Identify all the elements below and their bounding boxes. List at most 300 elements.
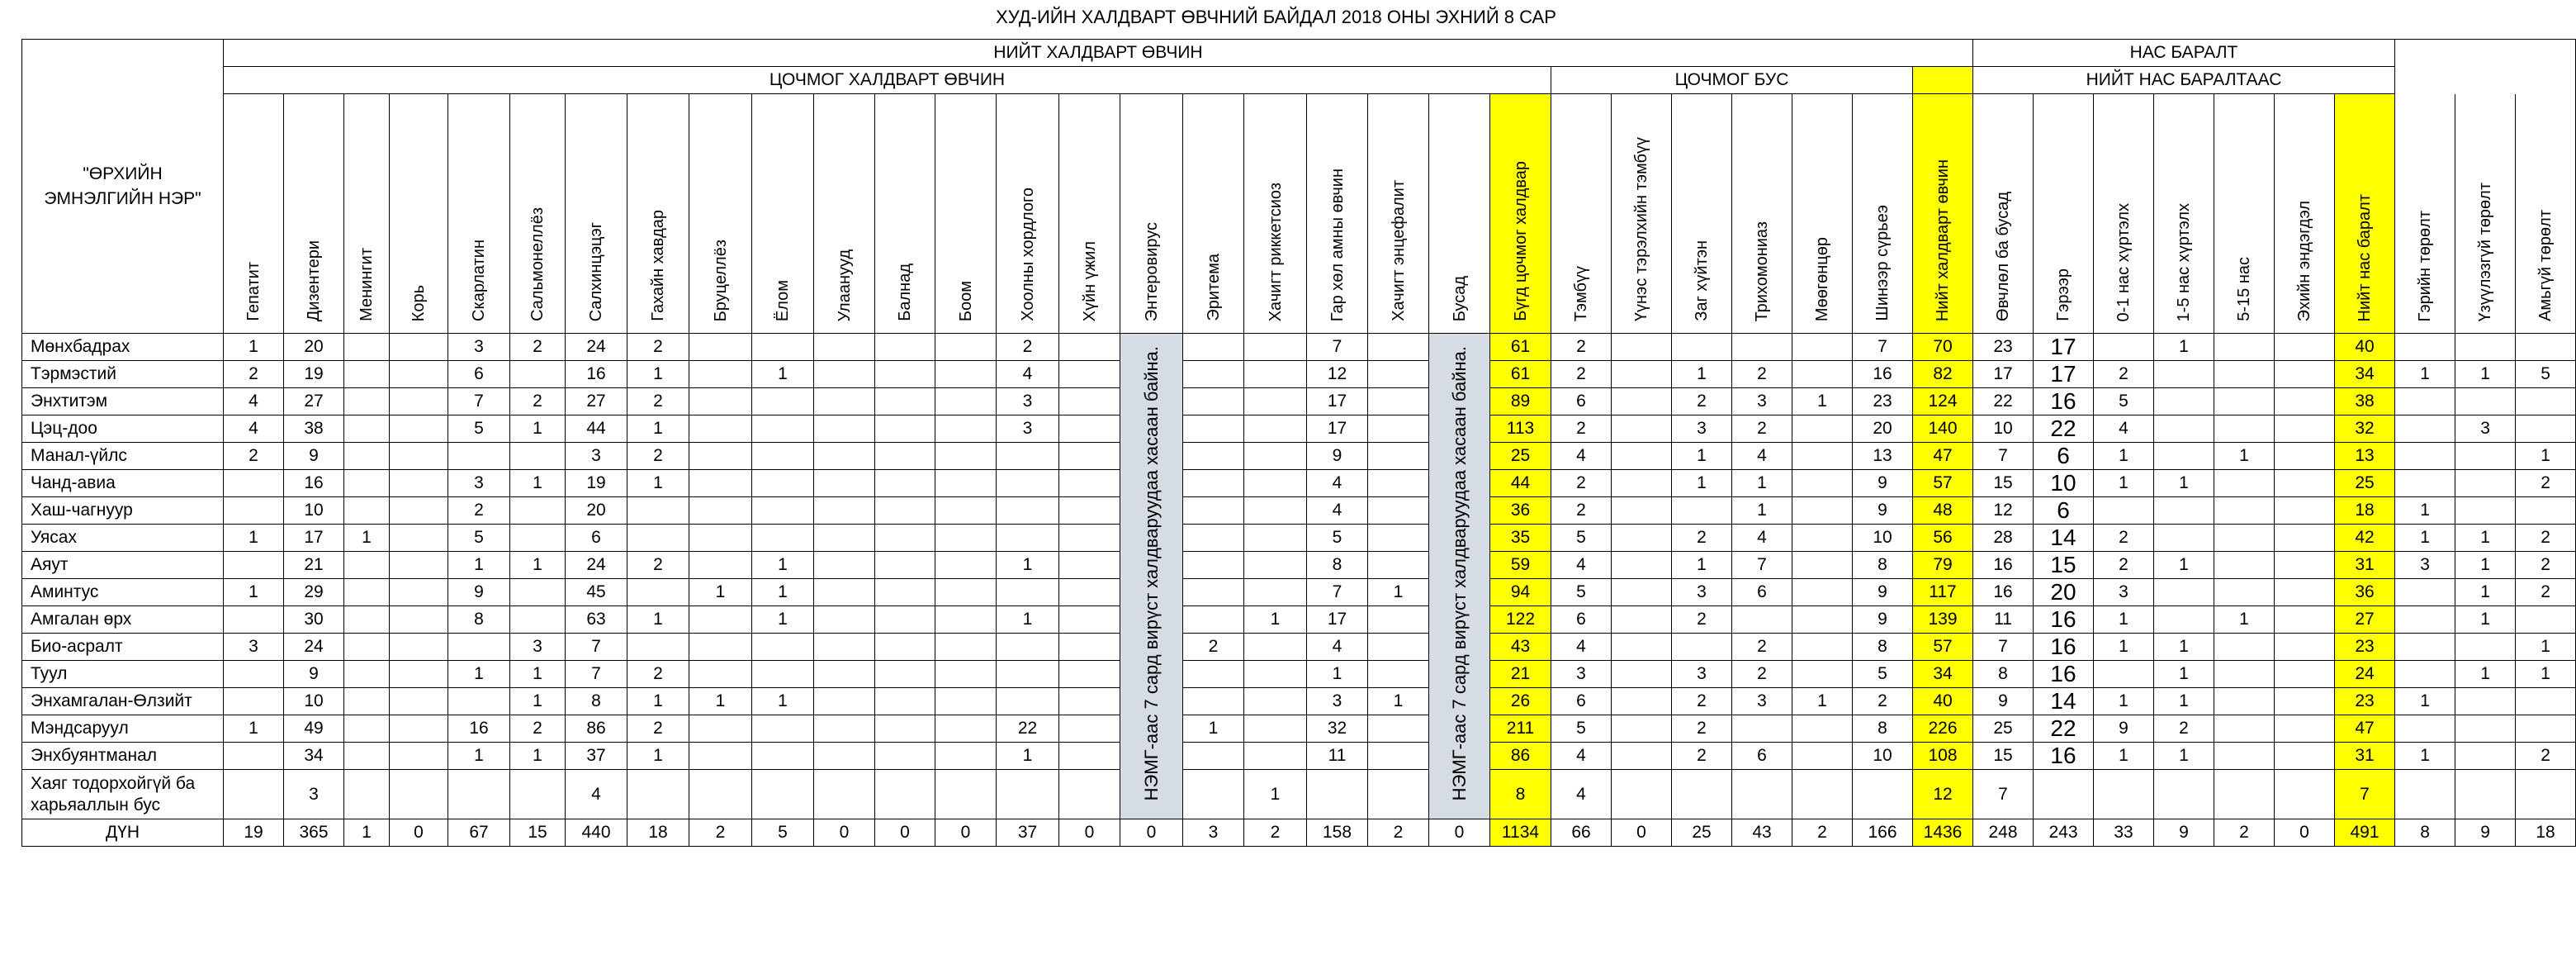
other-note-cell xyxy=(1429,334,1490,819)
data-cell: 1 xyxy=(2154,743,2214,770)
data-cell xyxy=(1368,743,1429,770)
data-cell xyxy=(2455,388,2516,416)
org-name-cell: Уясах xyxy=(22,525,224,552)
data-cell xyxy=(1183,770,1244,819)
data-cell: 1 xyxy=(2516,634,2576,661)
data-cell: 1 xyxy=(2455,579,2516,606)
column-header-label: Улаанууд xyxy=(835,249,854,321)
data-cell: 2 xyxy=(2516,552,2576,579)
org-name-cell: Манал-үйлс xyxy=(22,443,224,470)
data-cell: 7 xyxy=(1307,334,1368,361)
data-cell xyxy=(2275,361,2335,388)
column-header-label: Гэрийн төрөлт xyxy=(2416,210,2435,321)
data-cell: 24 xyxy=(284,634,344,661)
data-cell: 5 xyxy=(2094,388,2154,416)
data-cell: 10 xyxy=(2034,470,2094,497)
data-cell xyxy=(344,661,390,688)
data-cell xyxy=(2214,770,2275,819)
data-cell xyxy=(689,743,752,770)
data-cell xyxy=(2455,770,2516,819)
data-cell: 24 xyxy=(2335,661,2395,688)
data-cell xyxy=(2094,334,2154,361)
data-cell xyxy=(448,443,510,470)
data-cell xyxy=(814,334,875,361)
column-header xyxy=(752,94,814,334)
data-cell xyxy=(1368,497,1429,525)
data-cell: 9 xyxy=(284,661,344,688)
data-cell: 6 xyxy=(2034,443,2094,470)
total-cell: 0 xyxy=(1429,819,1490,847)
data-cell: 23 xyxy=(1973,334,2034,361)
column-header xyxy=(1612,94,1672,334)
data-cell xyxy=(2275,334,2335,361)
data-cell xyxy=(1612,525,1672,552)
data-cell xyxy=(752,770,814,819)
data-cell xyxy=(752,470,814,497)
data-cell xyxy=(390,416,448,443)
table-row xyxy=(22,470,2576,497)
data-cell xyxy=(814,416,875,443)
data-cell xyxy=(390,497,448,525)
data-cell xyxy=(627,525,689,552)
data-cell xyxy=(1183,470,1244,497)
data-cell: 1 xyxy=(2214,443,2275,470)
data-cell xyxy=(875,334,935,361)
data-cell: 3 xyxy=(448,470,510,497)
total-cell: 1 xyxy=(344,819,390,847)
data-cell xyxy=(1612,743,1672,770)
data-cell xyxy=(344,770,390,819)
column-header xyxy=(284,94,344,334)
column-header-label: Хачигт риккетсиоз xyxy=(1266,182,1285,321)
data-cell xyxy=(1672,770,1732,819)
table-row xyxy=(22,334,2576,361)
column-header-label: Гэрээр xyxy=(2054,268,2072,321)
org-header-line1: "ӨРХИЙН xyxy=(83,164,163,183)
data-cell: 1 xyxy=(2455,525,2516,552)
data-cell xyxy=(814,497,875,525)
data-cell: 2 xyxy=(1672,688,1732,715)
org-name-cell: Туул xyxy=(22,661,224,688)
data-cell xyxy=(1183,579,1244,606)
data-cell: 4 xyxy=(1307,470,1368,497)
data-cell xyxy=(689,497,752,525)
data-cell xyxy=(875,770,935,819)
column-header xyxy=(627,94,689,334)
data-cell xyxy=(2154,770,2214,819)
data-cell xyxy=(1059,661,1120,688)
data-cell: 2 xyxy=(1853,688,1913,715)
data-cell xyxy=(997,443,1059,470)
data-cell xyxy=(448,688,510,715)
data-cell xyxy=(2455,634,2516,661)
data-cell: 44 xyxy=(1490,470,1551,497)
data-cell: 35 xyxy=(1490,525,1551,552)
data-cell xyxy=(344,334,390,361)
data-cell: 2 xyxy=(2154,715,2214,743)
data-cell xyxy=(1672,334,1732,361)
data-cell xyxy=(1244,552,1307,579)
data-cell: 2 xyxy=(1672,525,1732,552)
data-cell: 2 xyxy=(1732,634,1792,661)
total-cell: 0 xyxy=(935,819,997,847)
data-cell: 140 xyxy=(1913,416,1973,443)
data-cell: 10 xyxy=(284,497,344,525)
org-header-line2: ЭМНЭЛГИЙН НЭР" xyxy=(44,188,201,208)
data-cell: 1 xyxy=(689,688,752,715)
data-cell xyxy=(1183,743,1244,770)
data-cell: 20 xyxy=(2034,579,2094,606)
data-cell: 10 xyxy=(284,688,344,715)
total-cell: 0 xyxy=(1612,819,1672,847)
data-cell: 7 xyxy=(1973,634,2034,661)
data-cell: 1 xyxy=(627,688,689,715)
data-cell xyxy=(2455,715,2516,743)
data-cell: 2 xyxy=(2516,470,2576,497)
column-header xyxy=(1368,94,1429,334)
data-cell xyxy=(814,388,875,416)
data-cell: 3 xyxy=(2395,552,2455,579)
data-cell: 1 xyxy=(2455,552,2516,579)
data-cell: 48 xyxy=(1913,497,1973,525)
data-cell: 3 xyxy=(284,770,344,819)
org-name-cell: Энхбуянтманал xyxy=(22,743,224,770)
data-cell: 1 xyxy=(627,606,689,634)
data-cell: 16 xyxy=(448,715,510,743)
data-cell: 2 xyxy=(1672,606,1732,634)
data-cell: 1 xyxy=(627,470,689,497)
column-header-label: Амьгүй төрөлт xyxy=(2536,210,2555,321)
data-cell xyxy=(1059,443,1120,470)
data-cell: 5 xyxy=(2516,361,2576,388)
data-cell xyxy=(1792,443,1853,470)
data-cell xyxy=(875,416,935,443)
data-cell: 1 xyxy=(1672,443,1732,470)
data-cell xyxy=(875,497,935,525)
data-cell: 17 xyxy=(2034,361,2094,388)
data-cell xyxy=(1612,634,1672,661)
data-cell: 4 xyxy=(1307,497,1368,525)
data-cell: 1 xyxy=(2094,470,2154,497)
column-header-label: Балнад xyxy=(896,264,914,321)
data-cell xyxy=(390,715,448,743)
data-cell: 3 xyxy=(566,443,627,470)
column-header xyxy=(875,94,935,334)
data-cell xyxy=(2455,443,2516,470)
data-cell xyxy=(627,634,689,661)
total-cell: 0 xyxy=(1059,819,1120,847)
data-cell xyxy=(1244,361,1307,388)
data-cell xyxy=(2034,770,2094,819)
data-cell: 32 xyxy=(1307,715,1368,743)
data-cell xyxy=(1792,470,1853,497)
data-cell: 2 xyxy=(2094,552,2154,579)
data-cell xyxy=(2516,388,2576,416)
data-cell xyxy=(2154,579,2214,606)
data-cell: 82 xyxy=(1913,361,1973,388)
column-header-label: Боом xyxy=(956,280,975,321)
total-cell: 1134 xyxy=(1490,819,1551,847)
data-cell xyxy=(689,334,752,361)
data-cell: 117 xyxy=(1913,579,1973,606)
data-cell xyxy=(997,579,1059,606)
total-cell: 2 xyxy=(1244,819,1307,847)
data-cell xyxy=(689,770,752,819)
data-cell xyxy=(2154,606,2214,634)
column-header-label: Бүгд цочмог халдвар xyxy=(1511,161,1530,321)
table-row xyxy=(22,770,2576,819)
data-cell xyxy=(1183,334,1244,361)
data-cell: 16 xyxy=(566,361,627,388)
data-cell: 13 xyxy=(2335,443,2395,470)
removed-note: НЭМГ-аас 7 сард вирүст халдваруудаа хасаан байна. xyxy=(1448,346,1470,801)
data-cell: 2 xyxy=(224,443,284,470)
data-cell xyxy=(997,770,1059,819)
data-cell: 45 xyxy=(566,579,627,606)
data-cell: 1 xyxy=(1672,470,1732,497)
total-cell: 2 xyxy=(2214,819,2275,847)
column-header xyxy=(224,94,284,334)
org-name-line2: харьяаллын бус xyxy=(31,795,160,814)
column-header-label: Сальмонеллёз xyxy=(528,207,547,321)
data-cell xyxy=(1183,688,1244,715)
data-cell: 1 xyxy=(2455,361,2516,388)
data-cell: 34 xyxy=(2335,361,2395,388)
data-cell xyxy=(2275,443,2335,470)
header-row-2 xyxy=(22,67,2576,94)
total-cell: 3 xyxy=(1183,819,1244,847)
data-cell: 2 xyxy=(1732,416,1792,443)
org-name-cell: Энхамгалан-Өлзийт xyxy=(22,688,224,715)
data-cell: 1 xyxy=(510,552,566,579)
data-cell: 86 xyxy=(566,715,627,743)
org-name-cell: Аяут xyxy=(22,552,224,579)
data-cell xyxy=(1059,770,1120,819)
data-cell: 22 xyxy=(1973,388,2034,416)
org-name-line1: Хаяг тодорхойгүй ба xyxy=(31,773,196,793)
data-cell xyxy=(752,443,814,470)
data-cell xyxy=(1059,688,1120,715)
data-cell xyxy=(1612,334,1672,361)
data-cell xyxy=(390,579,448,606)
data-cell: 1 xyxy=(2516,443,2576,470)
data-cell: 3 xyxy=(1307,688,1368,715)
data-cell: 1 xyxy=(510,743,566,770)
data-cell xyxy=(752,661,814,688)
header-total-infectious-cell xyxy=(1913,67,1973,94)
data-cell: 2 xyxy=(2094,361,2154,388)
data-cell xyxy=(689,470,752,497)
data-cell: 21 xyxy=(1490,661,1551,688)
data-cell: 14 xyxy=(2034,688,2094,715)
data-cell: 25 xyxy=(1973,715,2034,743)
data-cell: 3 xyxy=(997,416,1059,443)
removed-note: НЭМГ-аас 7 сард вирүст халдваруудаа хасаан байна. xyxy=(1140,346,1162,801)
data-cell xyxy=(2275,634,2335,661)
data-cell: 1 xyxy=(1368,688,1429,715)
data-cell xyxy=(2395,443,2455,470)
column-header xyxy=(2395,94,2455,334)
data-cell xyxy=(390,688,448,715)
data-cell: 2 xyxy=(627,334,689,361)
data-cell xyxy=(344,416,390,443)
data-cell: 4 xyxy=(566,770,627,819)
data-cell xyxy=(1244,715,1307,743)
data-cell xyxy=(2275,606,2335,634)
data-cell xyxy=(1612,715,1672,743)
column-header xyxy=(1672,94,1732,334)
data-cell xyxy=(1792,552,1853,579)
data-cell: 3 xyxy=(224,634,284,661)
data-cell: 1 xyxy=(1244,606,1307,634)
data-cell xyxy=(627,770,689,819)
data-cell xyxy=(1059,552,1120,579)
data-cell: 2 xyxy=(224,361,284,388)
data-cell xyxy=(390,361,448,388)
data-cell xyxy=(2516,770,2576,819)
data-cell: 4 xyxy=(1551,743,1612,770)
data-cell: 1 xyxy=(2094,634,2154,661)
data-cell xyxy=(1792,497,1853,525)
data-cell: 17 xyxy=(2034,334,2094,361)
data-cell xyxy=(344,634,390,661)
data-cell: 16 xyxy=(1973,579,2034,606)
data-cell: 1 xyxy=(1672,552,1732,579)
data-cell xyxy=(1672,634,1732,661)
data-cell xyxy=(935,388,997,416)
data-cell xyxy=(1244,497,1307,525)
column-header-label: 0-1 нас хүртэлх xyxy=(2114,202,2133,321)
data-cell: 1 xyxy=(2154,634,2214,661)
data-cell: 2 xyxy=(2516,743,2576,770)
data-cell xyxy=(2516,497,2576,525)
data-cell: 2 xyxy=(2516,579,2576,606)
column-header-label: Мөөгөнцөр xyxy=(1813,236,1831,321)
data-cell xyxy=(1612,361,1672,388)
data-cell xyxy=(390,606,448,634)
column-header-label: Салхинцэцэг xyxy=(587,221,605,321)
data-cell xyxy=(1672,497,1732,525)
data-cell: 1 xyxy=(752,361,814,388)
data-cell xyxy=(1792,770,1853,819)
column-header-label: Дизентери xyxy=(305,240,323,321)
total-cell: 2 xyxy=(1368,819,1429,847)
data-cell xyxy=(224,606,284,634)
data-cell xyxy=(1244,443,1307,470)
total-cell: 67 xyxy=(448,819,510,847)
data-cell: 6 xyxy=(2034,497,2094,525)
data-cell xyxy=(689,661,752,688)
data-cell xyxy=(875,743,935,770)
data-cell: 17 xyxy=(1307,388,1368,416)
data-cell: 4 xyxy=(2094,416,2154,443)
data-cell xyxy=(2275,661,2335,688)
data-cell xyxy=(814,361,875,388)
data-cell xyxy=(1368,361,1429,388)
table-row xyxy=(22,443,2576,470)
data-cell: 6 xyxy=(1732,579,1792,606)
data-cell xyxy=(1612,443,1672,470)
data-cell: 1 xyxy=(2395,361,2455,388)
table-row xyxy=(22,634,2576,661)
data-cell: 1 xyxy=(1732,470,1792,497)
total-cell: 248 xyxy=(1973,819,2034,847)
header-row-3 xyxy=(22,94,2576,334)
data-cell xyxy=(2154,443,2214,470)
data-cell: 7 xyxy=(1973,770,2034,819)
data-cell xyxy=(752,743,814,770)
data-cell: 1 xyxy=(2154,688,2214,715)
data-cell: 3 xyxy=(1551,661,1612,688)
data-cell: 5 xyxy=(1551,715,1612,743)
births-header-blank xyxy=(2395,40,2576,94)
data-cell: 7 xyxy=(1732,552,1792,579)
data-cell: 2 xyxy=(1551,361,1612,388)
data-cell: 9 xyxy=(448,579,510,606)
data-cell xyxy=(875,388,935,416)
data-cell: 86 xyxy=(1490,743,1551,770)
data-cell xyxy=(1183,606,1244,634)
data-cell: 3 xyxy=(2094,579,2154,606)
data-cell xyxy=(814,470,875,497)
data-cell xyxy=(752,525,814,552)
data-cell xyxy=(1612,497,1672,525)
data-cell: 22 xyxy=(2034,715,2094,743)
data-cell: 10 xyxy=(1973,416,2034,443)
data-cell: 29 xyxy=(284,579,344,606)
header-row-1 xyxy=(22,40,2576,67)
data-cell: 9 xyxy=(2094,715,2154,743)
data-cell xyxy=(935,470,997,497)
data-cell: 47 xyxy=(2335,715,2395,743)
data-cell xyxy=(510,443,566,470)
data-cell: 17 xyxy=(1307,606,1368,634)
data-cell: 5 xyxy=(1551,579,1612,606)
data-cell xyxy=(2395,715,2455,743)
data-cell xyxy=(689,606,752,634)
data-cell xyxy=(224,661,284,688)
data-cell: 12 xyxy=(1307,361,1368,388)
data-cell: 2 xyxy=(2516,525,2576,552)
data-cell xyxy=(1059,470,1120,497)
table-row xyxy=(22,661,2576,688)
data-cell xyxy=(2275,552,2335,579)
data-cell xyxy=(1368,525,1429,552)
column-header xyxy=(1490,94,1551,334)
org-name-cell: Мөнхбадрах xyxy=(22,334,224,361)
data-cell xyxy=(2275,497,2335,525)
data-cell xyxy=(875,552,935,579)
data-cell xyxy=(1792,361,1853,388)
data-cell xyxy=(1183,525,1244,552)
data-cell xyxy=(1244,688,1307,715)
column-header xyxy=(1244,94,1307,334)
data-cell: 4 xyxy=(224,388,284,416)
data-cell xyxy=(2455,688,2516,715)
data-cell: 8 xyxy=(1853,552,1913,579)
data-cell: 3 xyxy=(2455,416,2516,443)
data-cell xyxy=(1059,497,1120,525)
data-cell: 23 xyxy=(2335,634,2395,661)
data-cell xyxy=(935,715,997,743)
data-cell: 1 xyxy=(2094,443,2154,470)
data-cell xyxy=(1059,416,1120,443)
data-cell: 7 xyxy=(448,388,510,416)
data-cell: 19 xyxy=(284,361,344,388)
data-cell xyxy=(875,443,935,470)
data-cell xyxy=(2214,634,2275,661)
data-cell: 57 xyxy=(1913,634,1973,661)
